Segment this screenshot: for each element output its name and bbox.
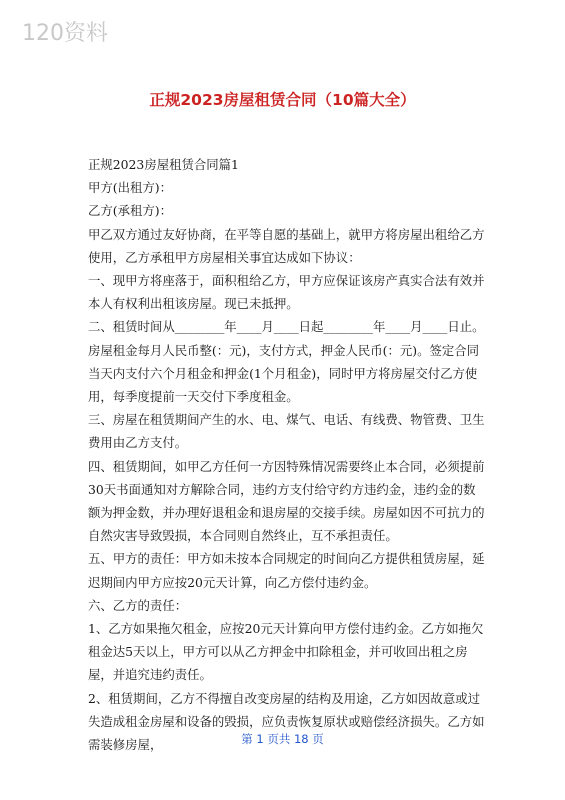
clause-6-item-1: 1、乙方如果拖欠租金，应按20元天计算向甲方偿付违约金。乙方如拖欠租金达5天以上，甲方可以从乙方押金中扣除租金，并可收回出租之房屋，并追究违约责任。 (88, 621, 484, 683)
watermark-logo: 120资料 (22, 21, 108, 46)
clause-6-item-2: 2、租赁期间，乙方不得擅自改变房屋的结构及用途，乙方如因故意或过失造成租金房屋和设备的毁损，应负责恢复原状或赔偿经济损失。乙方如需装修房屋， (88, 690, 485, 753)
page-footer: 第 1 页共 18 页 (241, 732, 324, 746)
clause-3: 三、房屋在租赁期间产生的水、电、煤气、电话、有线费、物管费、卫生费用由乙方支付。 (88, 412, 485, 451)
party-a-line: 甲方(出租方)： (88, 180, 173, 196)
document-body (88, 153, 486, 756)
clause-4: 四、租赁期间，如甲乙方任何一方因特殊情况需要终止本合同，必须提前30天书面通知对方解除合同，违约方支付给守约方违约金，违约金的数额为押金数，并办理好退租金和退房屋的交接手续。房屋如因不可抗力的自然灾害导致毁损，本合同则自然终止，互不承担责任。 (88, 458, 485, 544)
section-heading: 正规2023房屋租赁合同篇1 (88, 157, 239, 172)
clause-1: 一、现甲方将座落于，面积租给乙方，甲方应保证该房产真实合法有效并本人有权利出租该房屋。现已未抵押。 (88, 273, 485, 312)
clause-2: 二、租赁时间从________年____月____日起________年____月____日止。房屋租金每月人民币整(：元)，支付方式，押金人民币(：元)。签定合同当天内支付六个月租金和押金(1个月租金)，同时甲方将房屋交付乙方使用，每季度提前一天交付下季度租金。 (88, 319, 485, 405)
party-b-line: 乙方(承租方)： (88, 203, 173, 219)
clause-6-heading: 六、乙方的责任： (88, 597, 188, 613)
clause-5: 五、甲方的责任：甲方如未按本合同规定的时间向乙方提供租赁房屋，延迟期间内甲方应按20元天计算，向乙方偿付违约金。 (88, 551, 485, 590)
document-title: 正规2023房屋租赁合同（10篇大全） (149, 91, 416, 109)
preamble-paragraph: 甲乙双方通过友好协商，在平等自愿的基础上，就甲方将房屋出租给乙方使用，乙方承租甲方房屋相关事宜达成如下协议： (88, 226, 485, 265)
